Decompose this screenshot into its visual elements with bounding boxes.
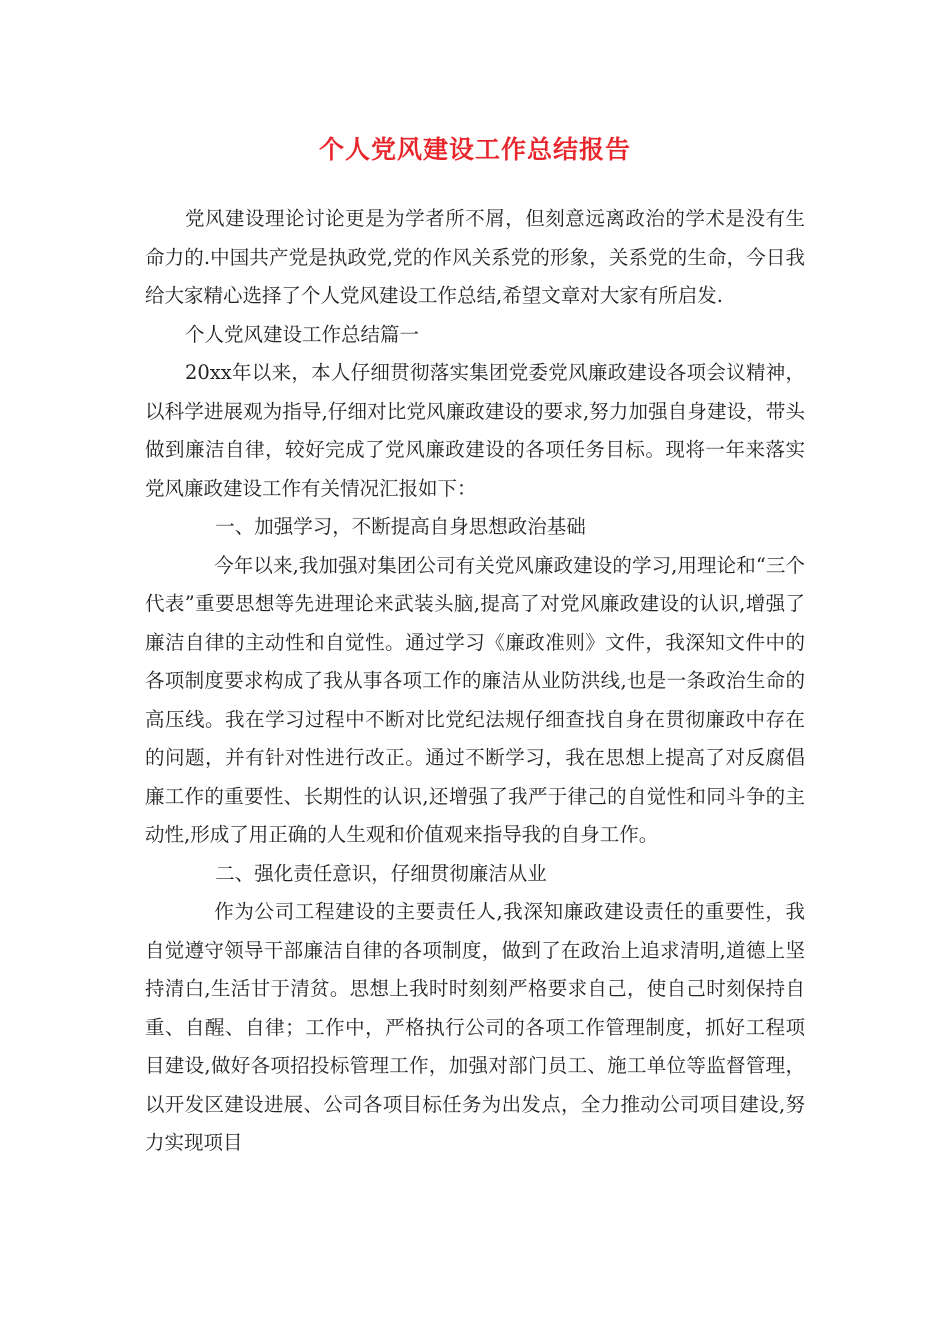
intro-paragraph: 党风建设理论讨论更是为学者所不屑，但刻意远离政治的学术是没有生命力的.中国共产党是执政党,党的作风关系党的形象，关系党的生命，今日我给大家精心选择了个人党风建设工作总结,希望文章对大家有所启发. bbox=[145, 207, 805, 307]
summary-paragraph: 20xx年以来，本人仔细贯彻落实集团党委党风廉政建设各项会议精神，以科学进展观为指导,仔细对比党风廉政建设的要求,努力加强自身建设，带头做到廉洁自律，较好完成了党风廉政建设的各项任务目标。现将一年来落实党风廉政建设工作有关情况汇报如下： bbox=[145, 361, 805, 500]
heading-two: 二、强化责任意识，仔细贯彻廉洁从业 bbox=[215, 861, 547, 885]
responsibility-paragraph: 作为公司工程建设的主要责任人,我深知廉政建设责任的重要性，我自觉遵守领导干部廉洁自律的各项制度，做到了在政治上追求清明,道德上坚持清白,生活甘于清贫。思想上我时时刻刻严格要求自己，使自己时刻保持自重、自醒、自律；工作中，严格执行公司的各项工作管理制度，抓好工程项目建设,做好各项招投标管理工作，加强对部门员工、施工单位等监督管理，以开发区建设进展、公司各项目标任务为出发点，全力推动公司项目建设,努力实现项目 bbox=[145, 900, 805, 1154]
heading-one: 一、加强学习，不断提高自身思想政治基础 bbox=[215, 515, 586, 538]
study-paragraph: 今年以来,我加强对集团公司有关党风廉政建设的学习,用理论和“三个代表”重要思想等先进理论来武装头脑,提高了对党风廉政建设的认识,增强了廉洁自律的主动性和自觉性。通过学习《廉政准则》文件，我深知文件中的各项制度要求构成了我从事各项工作的廉洁从业防洪线,也是一条政治生命的高压线。我在学习过程中不断对比党纪法规仔细查找自身在贯彻廉政中存在的问题，并有针对性进行改正。通过不断学习，我在思想上提高了对反腐倡廉工作的重要性、长期性的认识,还增强了我严于律己的自觉性和同斗争的主动性,形成了用正确的人生观和价值观来指导我的自身工作。 bbox=[145, 553, 805, 846]
document-body bbox=[145, 200, 805, 1163]
document-title: 个人党风建设工作总结报告 bbox=[318, 135, 631, 164]
section-title: 个人党风建设工作总结篇一 bbox=[184, 322, 419, 346]
